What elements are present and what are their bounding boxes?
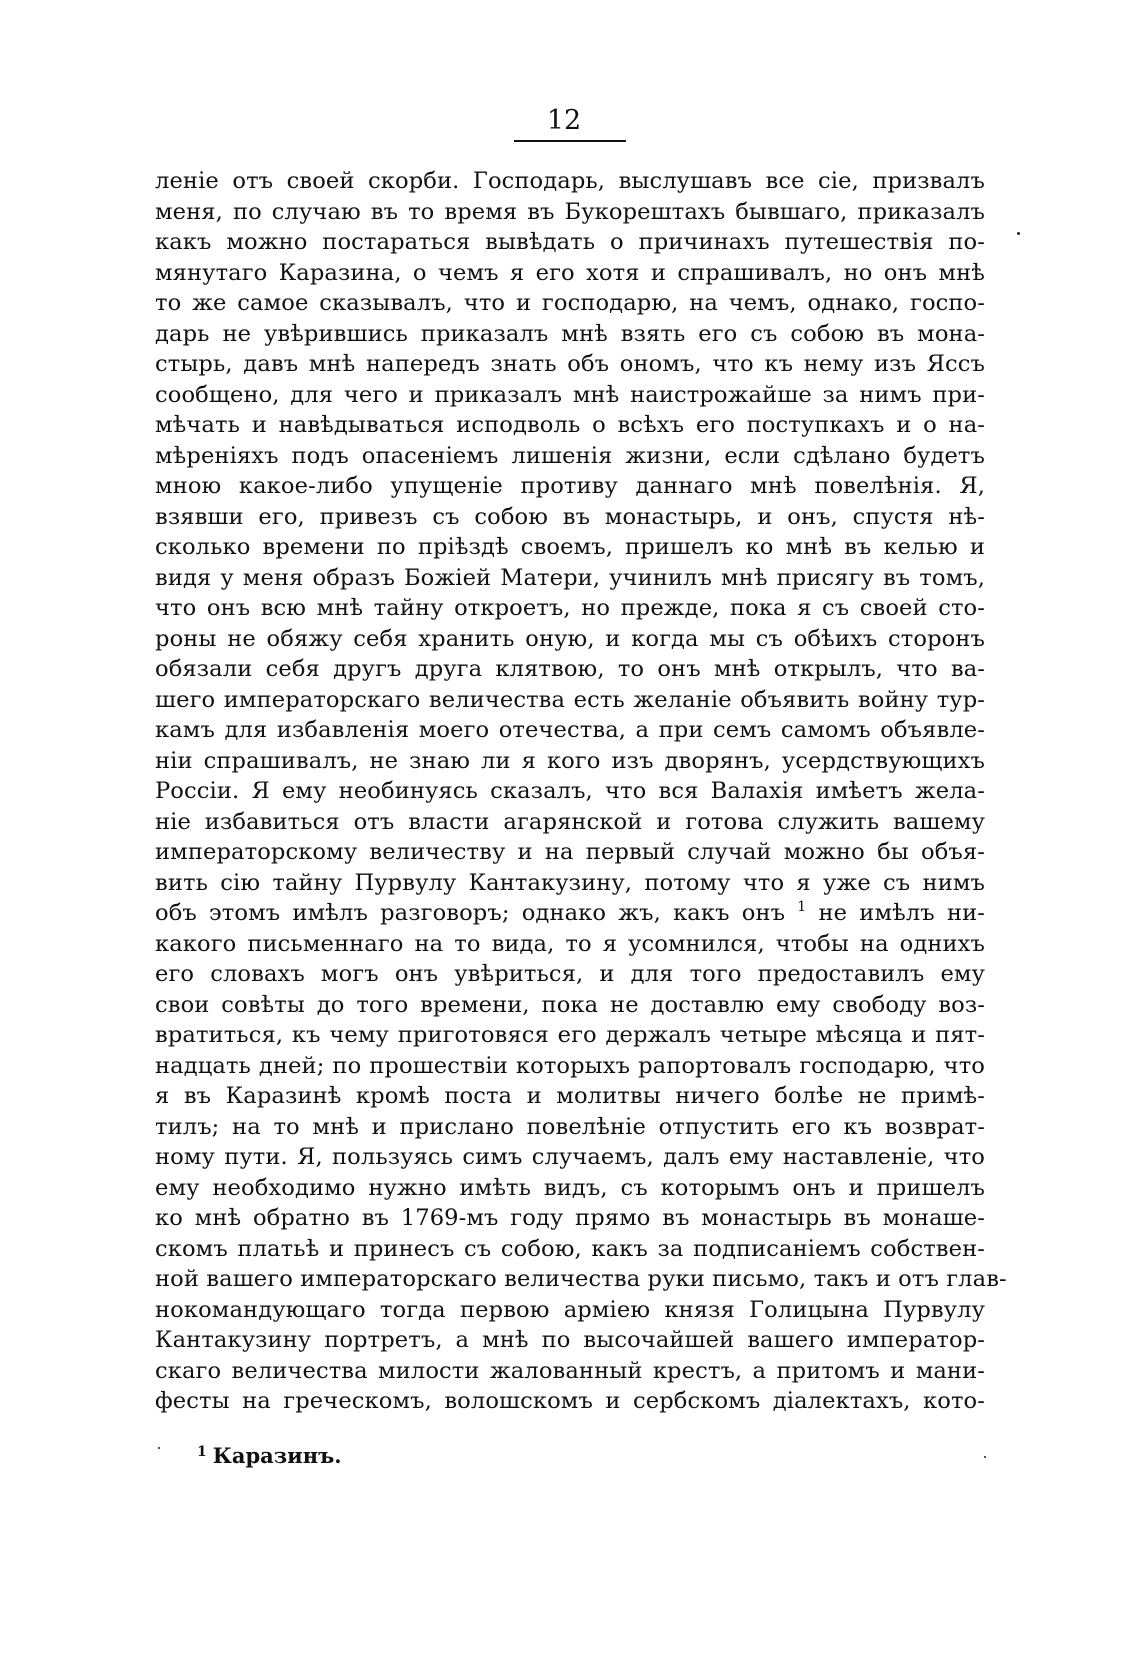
- footnote: [197, 1438, 342, 1470]
- text-line: скомъ платьѣ и принесъ съ собою, какъ за подписаніемъ собствен-: [155, 1235, 985, 1262]
- text-line: мѣчать и навѣдываться исподволь о всѣхъ его поступкахъ и о на-: [155, 412, 985, 438]
- scan-speck: [984, 1456, 986, 1458]
- text-fragment: объ этомъ имѣлъ разговоръ; однако жъ, какъ онъ: [155, 900, 786, 926]
- text-line: роны не обяжу себя хранить оную, и когда мы съ обѣихъ сторонъ: [155, 625, 985, 652]
- text-line: я въ Каразинѣ кромѣ поста и молитвы ничего болѣе не примѣ-: [155, 1083, 985, 1109]
- text-line: какого письменнаго на то вида, то я усомнился, чтобы на однихъ: [155, 930, 985, 957]
- text-line: взявши его, привезъ съ собою въ монастырь, и онъ, спустя нѣ-: [155, 503, 985, 530]
- text-line: видя у меня образъ Божіей Матери, учинилъ мнѣ присягу въ томъ,: [155, 564, 985, 591]
- text-line: ему необходимо нужно имѣть видъ, съ которымъ онъ и пришелъ: [155, 1174, 985, 1201]
- text-line: меня, по случаю въ то время въ Букорештахъ бывшаго, приказалъ: [155, 198, 985, 225]
- text-line: надцать дней; по прошествіи которыхъ рапортовалъ господарю, что: [155, 1052, 985, 1079]
- text-line: его словахъ могъ онъ увѣриться, и для того предоставилъ ему: [155, 961, 985, 987]
- text-line: тилъ; на то мнѣ и прислано повелѣніе отпустить его къ возврат-: [155, 1113, 985, 1140]
- text-line: мянутаго Каразина, о чемъ я его хотя и спрашивалъ, но онъ мнѣ: [155, 259, 985, 286]
- text-line: ному пути. Я, пользуясь симъ случаемъ, далъ ему наставленіе, что: [155, 1144, 985, 1170]
- text-line: то же самое сказывалъ, что и господарю, на чемъ, однако, госпо-: [155, 290, 985, 316]
- footnote-text: Каразинъ.: [212, 1443, 342, 1468]
- text-line: дарь не увѣрившись приказалъ мнѣ взять его съ собою въ мона-: [155, 320, 985, 347]
- page-number-rule: [514, 140, 626, 142]
- text-line: леніе отъ своей скорби. Господарь, выслушавъ все сіе, призвалъ: [155, 168, 985, 194]
- page-number: 12: [546, 105, 582, 136]
- text-line: сообщено, для чего и приказалъ мнѣ наистрожайше за нимъ при-: [155, 381, 985, 408]
- text-line: ніе избавиться отъ власти агарянской и готова служить вашему: [155, 808, 985, 835]
- text-line: свои совѣты до того времени, пока не доставлю ему свободу воз-: [155, 991, 985, 1018]
- text-line: императорскому величеству и на первый случай можно бы объя-: [155, 839, 985, 865]
- text-line: камъ для избавленія моего отечества, а при семъ самомъ объявле-: [155, 717, 985, 743]
- text-line: сколько времени по пріѣздѣ своемъ, пришелъ ко мнѣ въ келью и: [155, 534, 985, 560]
- scan-speck: [158, 1447, 160, 1449]
- footnote-reference: 1: [797, 899, 807, 915]
- text-line: ко мнѣ обратно въ 1769-мъ году прямо въ монастырь въ монаше-: [155, 1205, 985, 1231]
- text-line: какъ можно постараться вывѣдать о причинахъ путешествія по-: [155, 229, 985, 255]
- text-line: Кантакузину портретъ, а мнѣ по высочайшей вашего император-: [155, 1327, 985, 1353]
- text-line: ніи спрашивалъ, не знаю ли я кого изъ дворянъ, усердствующихъ: [155, 747, 985, 774]
- text-line: фесты на греческомъ, волошскомъ и сербскомъ діалектахъ, кото-: [155, 1388, 985, 1414]
- text-line: скаго величества милости жалованный крестъ, а притомъ и мани-: [155, 1357, 985, 1384]
- text-line: мѣреніяхъ подъ опасеніемъ лишенія жизни, если сдѣлано будетъ: [155, 442, 985, 469]
- text-line: что онъ всю мнѣ тайну откроетъ, но прежде, пока я съ своей сто-: [155, 595, 985, 621]
- text-line: вратиться, къ чему приготовяся его держалъ четыре мѣсяца и пят-: [155, 1022, 985, 1048]
- text-line: мною какое-либо упущеніе противу даннаго мнѣ повелѣнія. Я,: [155, 473, 985, 499]
- text-line: вить сію тайну Пурвулу Кантакузину, потому что я уже съ нимъ: [155, 869, 985, 896]
- text-line: Россіи. Я ему необинуясь сказалъ, что вся Валахія имѣетъ жела-: [155, 778, 985, 804]
- text-line: ной вашего императорскаго величества руки письмо, такъ и отъ глав-: [155, 1266, 1007, 1292]
- text-fragment: не имѣлъ ни-: [818, 900, 985, 926]
- text-line: стырь, давъ мнѣ напередъ знать объ ономъ, что къ нему изъ Яссъ: [155, 351, 985, 377]
- body-text: [155, 166, 1007, 1417]
- text-line-with-footnote-ref: [155, 898, 985, 929]
- text-line: нокомандующаго тогда первою арміею князя Голицына Пурвулу: [155, 1296, 985, 1323]
- footnote-mark: 1: [197, 1444, 207, 1460]
- text-line: обязали себя другъ друга клятвою, то онъ мнѣ открылъ, что ва-: [155, 656, 985, 682]
- text-line: шего императорскаго величества есть желаніе объявить войну тур-: [155, 686, 985, 713]
- scan-speck: [1017, 232, 1020, 235]
